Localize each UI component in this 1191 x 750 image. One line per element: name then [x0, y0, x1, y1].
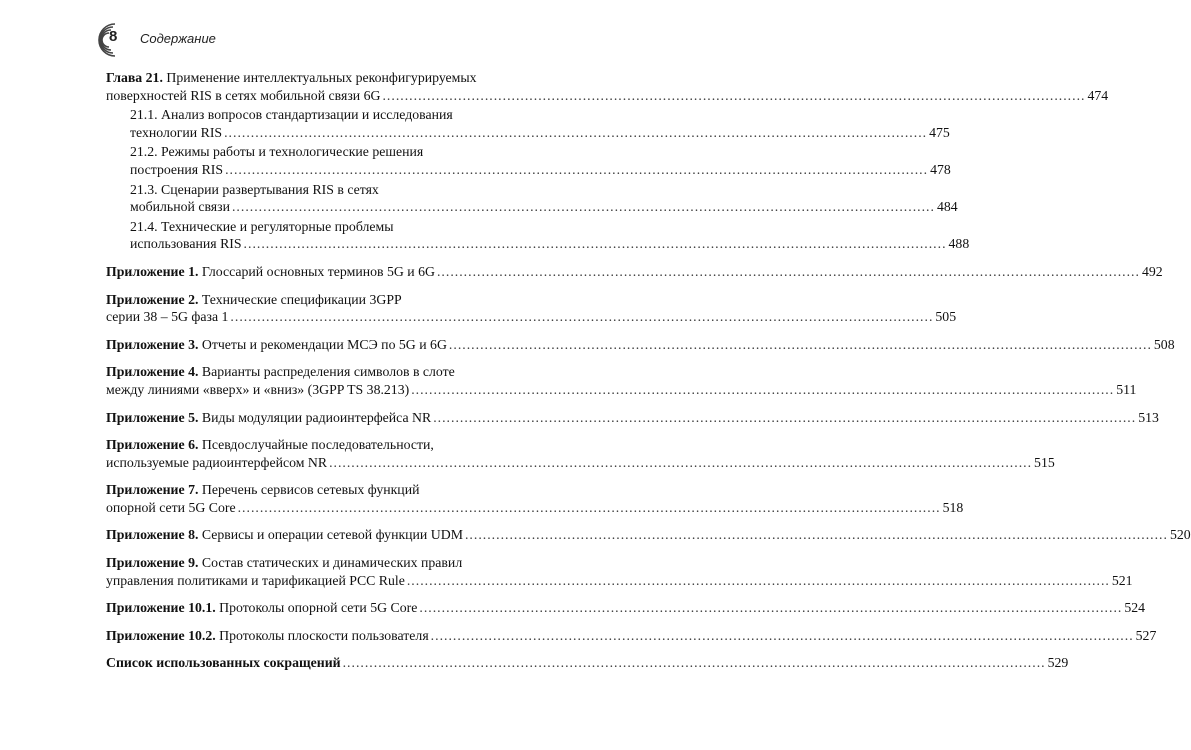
toc-entry-prefix: Приложение 4. [106, 364, 199, 380]
toc-entry-line [106, 263, 1163, 281]
toc-entry-line [106, 336, 1175, 354]
toc-page-number: 513 [1138, 409, 1159, 425]
toc-entry-text: использования RIS [130, 236, 242, 252]
toc-page-number: 484 [936, 199, 958, 215]
toc-page-number: 505 [935, 309, 957, 325]
toc-entry-prefix: Приложение 3. [106, 336, 199, 352]
toc-page-number: 520 [1169, 527, 1191, 543]
toc-entry-text: Псевдослучайные последовательности, [201, 437, 434, 453]
toc-entry-text: Протоколы плоскости пользователя [219, 627, 429, 643]
toc-entry-text: Виды модуляции радиоинтерфейса NR [201, 409, 432, 425]
toc-entry-line [106, 87, 1109, 105]
toc-entry-line [130, 198, 958, 216]
toc-entry-text: построения RIS [130, 161, 224, 177]
toc-page-number: 511 [1116, 381, 1137, 397]
toc-entry-line [106, 381, 1137, 399]
toc-entry[interactable] [106, 481, 964, 516]
toc-entry-text: управления политиками и тарификацией PCC Rule [106, 572, 405, 588]
toc-entry[interactable] [106, 143, 951, 178]
toc-page-number: 492 [1141, 263, 1163, 279]
toc-entry-prefix: Приложение 7. [106, 482, 199, 498]
toc-entry-text: Состав статических и динамических правил [201, 555, 463, 571]
toc-entry-prefix: Приложение 5. [106, 409, 199, 425]
toc-entry-line [106, 572, 1133, 590]
dot-leader [343, 654, 1046, 672]
toc-entry-text: Сервисы и операции сетевой функции UDM [201, 527, 463, 543]
toc-entry-line [130, 124, 950, 142]
toc-page-number: 478 [930, 161, 951, 177]
toc-entry-prefix: Приложение 8. [106, 527, 199, 543]
toc-page-number: 474 [1087, 87, 1109, 103]
toc-entry-line [130, 161, 951, 179]
toc-entry[interactable] [106, 263, 1163, 281]
toc-entry-text: поверхностей RIS в сетях мобильной связи 6G [106, 87, 381, 103]
table-of-contents [106, 69, 1191, 672]
toc-entry[interactable] [106, 291, 957, 326]
toc-entry[interactable] [106, 218, 970, 253]
toc-entry[interactable] [106, 599, 1146, 617]
toc-page-number: 515 [1034, 454, 1055, 470]
dot-leader [465, 526, 1168, 544]
toc-entry-text: 21.3. Сценарии развертывания RIS в сетях [130, 181, 379, 197]
toc-entry[interactable] [106, 436, 1055, 471]
toc-entry[interactable] [106, 69, 1109, 104]
toc-page-number: 488 [948, 236, 970, 252]
toc-entry-line [130, 218, 542, 236]
toc-entry-line [106, 554, 542, 572]
toc-entry-text: Отчеты и рекомендации МСЭ по 5G и 6G [201, 336, 447, 352]
toc-entry-line [106, 436, 542, 454]
toc-entry-line [106, 308, 957, 326]
dot-leader [244, 235, 947, 253]
toc-page-number: 508 [1153, 336, 1175, 352]
toc-entry-text: между линиями «вверх» и «вниз» (3GPP TS 38.213) [106, 381, 410, 397]
toc-page-number: 521 [1111, 572, 1133, 588]
toc-entry-prefix: Приложение 1. [106, 263, 199, 279]
dot-leader [433, 409, 1136, 427]
toc-page-number: 527 [1135, 627, 1157, 643]
toc-entry[interactable] [106, 654, 1069, 672]
dot-leader [382, 87, 1085, 105]
dot-leader [225, 161, 928, 179]
toc-entry-line [130, 106, 542, 124]
toc-entry-line [130, 235, 970, 253]
toc-entry[interactable] [106, 409, 1159, 427]
toc-entry-prefix: Список использованных сокращений [106, 655, 341, 671]
toc-entry-text: 21.4. Технические и регуляторные проблемы [130, 218, 394, 234]
toc-entry-text: Применение интеллектуальных реконфигурируемых [166, 70, 477, 85]
dot-leader [411, 381, 1114, 399]
toc-entry-text: опорной сети 5G Core [106, 499, 236, 515]
page-number: 8 [109, 28, 118, 45]
toc-entry-line [106, 599, 1146, 617]
toc-entry-text: Глоссарий основных терминов 5G и 6G [201, 263, 435, 279]
dot-leader [238, 499, 941, 517]
toc-entry[interactable] [106, 363, 1137, 398]
toc-entry-text: используемые радиоинтерфейсом NR [106, 454, 328, 470]
toc-entry-text: мобильной связи [130, 199, 230, 215]
toc-entry-text: Варианты распределения символов в слоте [201, 364, 455, 380]
dot-leader [407, 572, 1110, 590]
toc-entry-prefix: Приложение 10.2. [106, 627, 216, 643]
toc-entry-line [106, 69, 542, 87]
toc-entry-line [106, 409, 1159, 427]
toc-entry-text: 21.2. Режимы работы и технологические решения [130, 144, 424, 160]
toc-entry-line [106, 654, 1069, 672]
dot-leader [224, 124, 927, 142]
toc-entry-line [106, 454, 1055, 472]
toc-entry-line [130, 143, 542, 161]
toc-entry-text: Перечень сервисов сетевых функций [201, 482, 420, 498]
toc-entry[interactable] [106, 336, 1175, 354]
toc-entry-text: 21.1. Анализ вопросов стандартизации и исследования [130, 107, 453, 123]
toc-entry-line [106, 627, 1157, 645]
toc-page-number: 475 [929, 124, 950, 140]
dot-leader [329, 454, 1032, 472]
toc-entry-prefix: Приложение 10.1. [106, 600, 216, 616]
toc-entry-line [106, 499, 964, 517]
dot-leader [232, 198, 935, 216]
toc-entry-text: Протоколы опорной сети 5G Core [219, 600, 418, 616]
toc-entry-prefix: Глава 21. [106, 70, 163, 85]
toc-entry-text: серии 38 – 5G фаза 1 [106, 309, 229, 325]
toc-page-number: 529 [1047, 655, 1069, 671]
dot-leader [230, 308, 933, 326]
toc-entry[interactable] [106, 181, 958, 216]
toc-entry-line [106, 363, 542, 381]
toc-entry-line [106, 291, 542, 309]
toc-entry[interactable] [106, 627, 1157, 645]
toc-entry-line [106, 481, 542, 499]
toc-entry-prefix: Приложение 6. [106, 437, 199, 453]
toc-entry[interactable] [106, 526, 1191, 544]
toc-entry[interactable] [106, 106, 950, 141]
section-title: Содержание [140, 31, 216, 46]
toc-entry-line [130, 181, 542, 199]
toc-entry[interactable] [106, 554, 1133, 589]
dot-leader [431, 627, 1134, 645]
page-header [91, 20, 551, 60]
toc-page-number: 524 [1124, 600, 1146, 616]
toc-page-number: 518 [942, 499, 964, 515]
toc-entry-line [106, 526, 1191, 544]
toc-entry-text: технологии RIS [130, 124, 223, 140]
dot-leader [419, 599, 1122, 617]
toc-entry-text: Технические спецификации 3GPP [201, 291, 402, 307]
toc-entry-prefix: Приложение 9. [106, 555, 199, 571]
dot-leader [449, 336, 1152, 354]
dot-leader [437, 263, 1140, 281]
toc-entry-prefix: Приложение 2. [106, 291, 199, 307]
